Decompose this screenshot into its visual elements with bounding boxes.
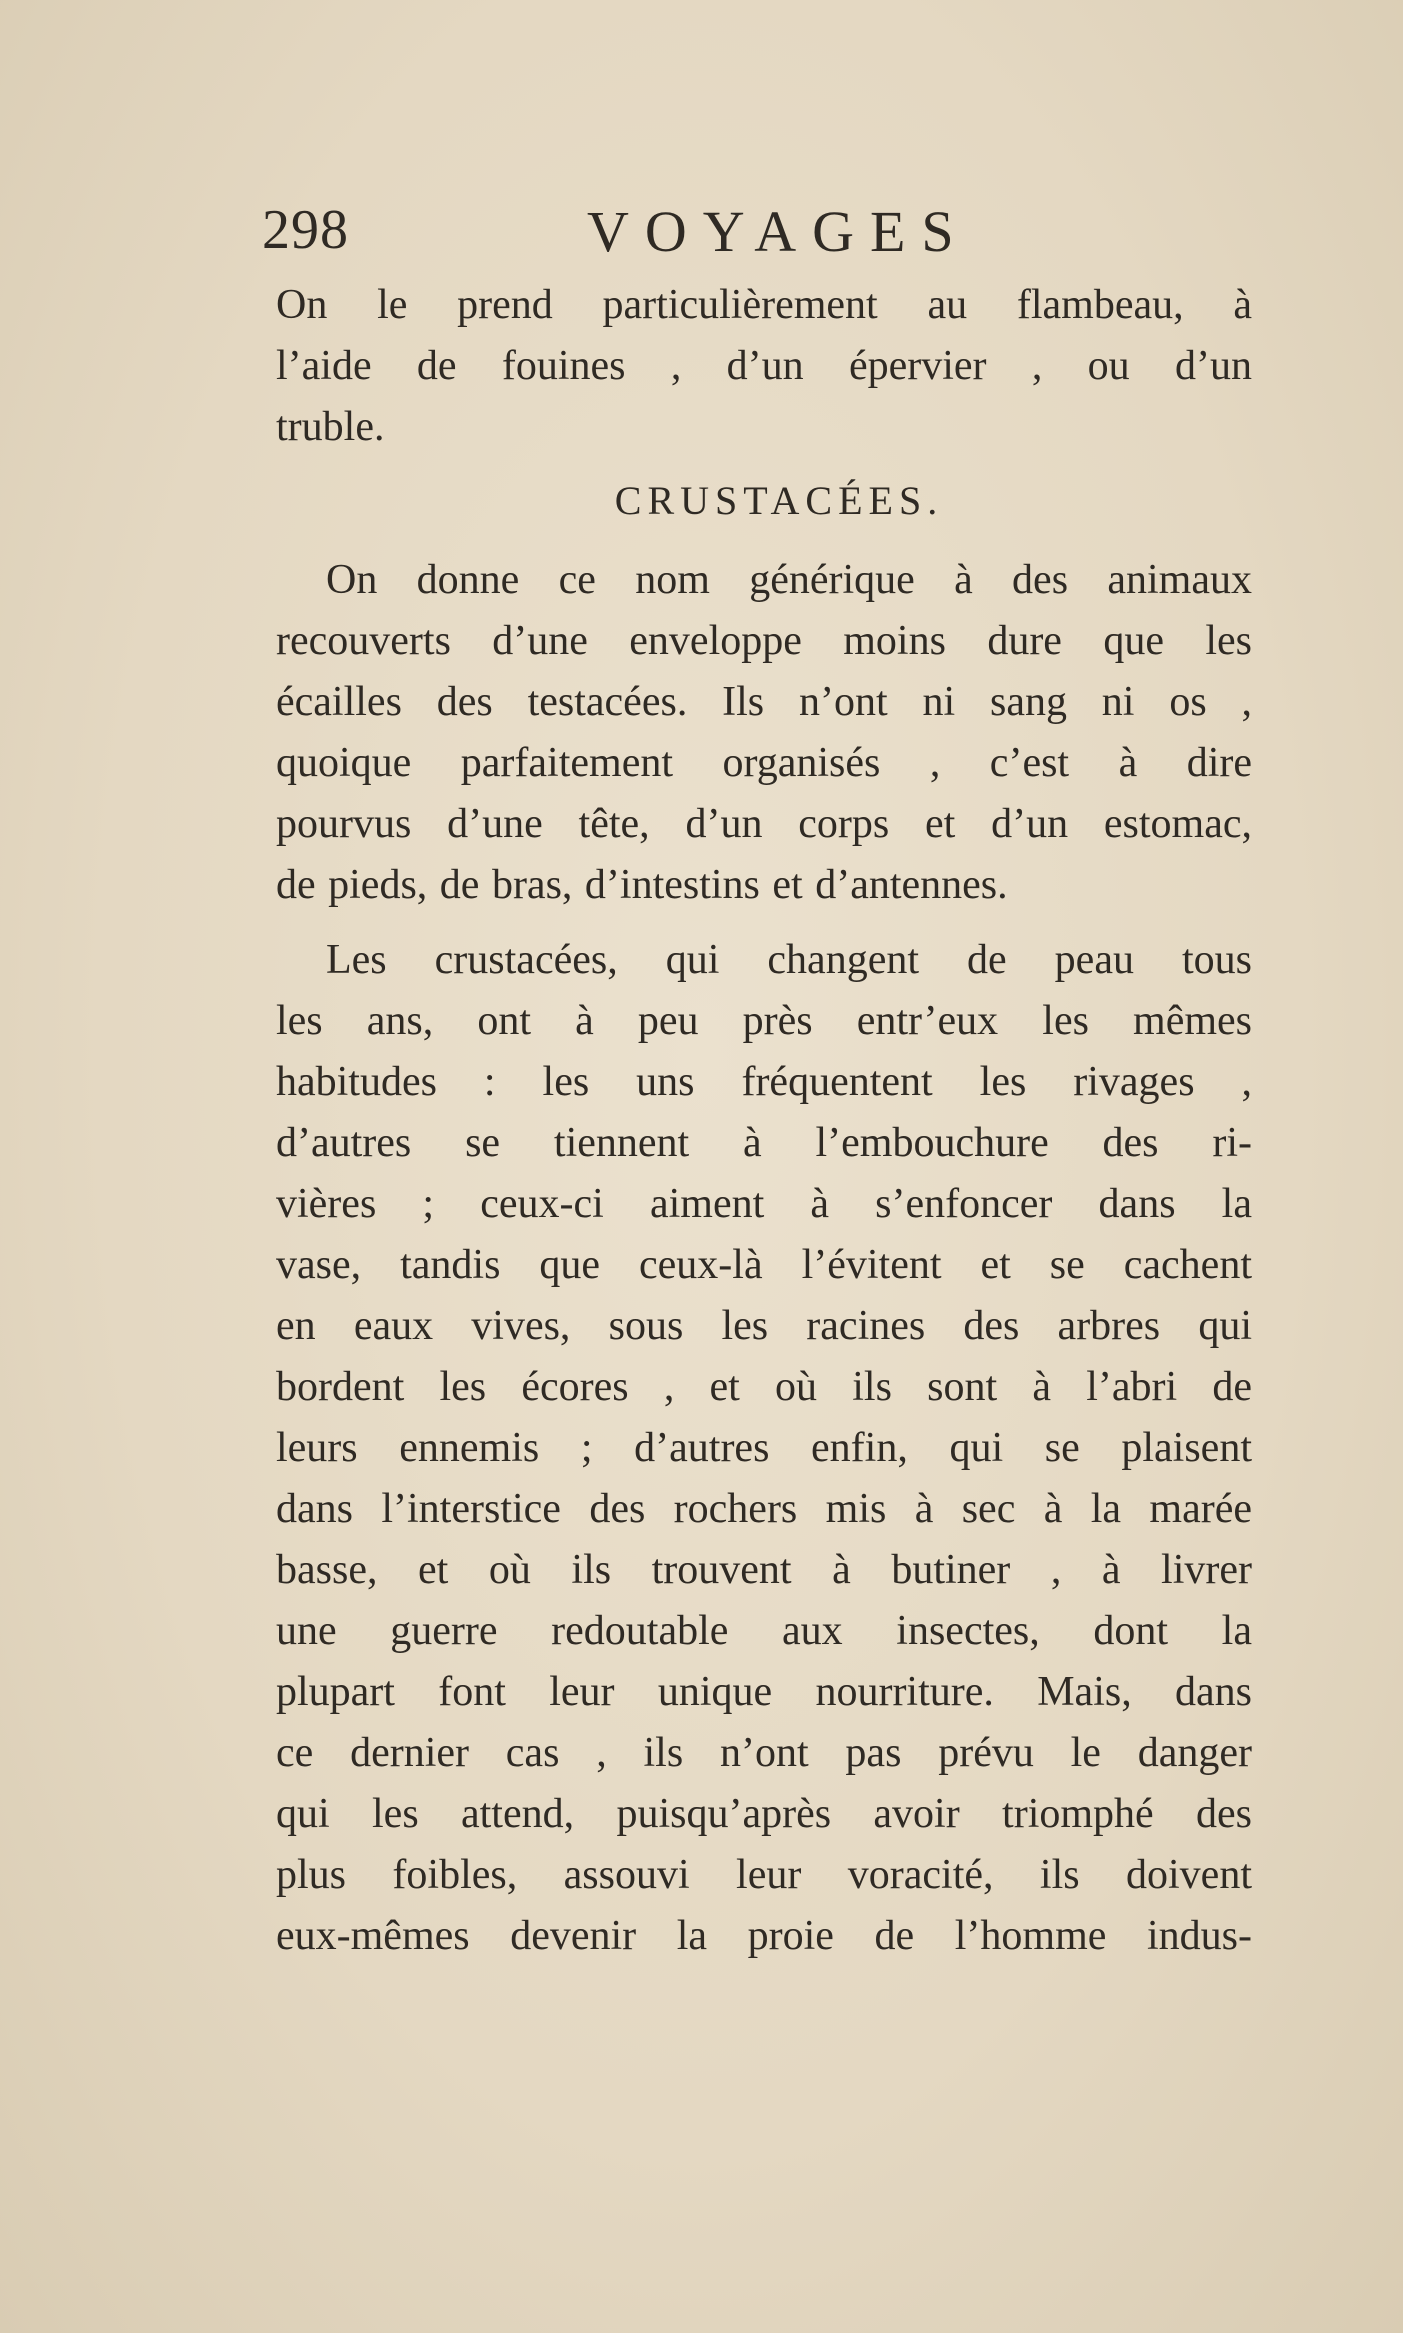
text-line: plus foibles, assouvi leur voracité, ils doivent <box>276 1852 1252 1898</box>
page-number: 298 <box>262 199 349 261</box>
text-line: recouverts d’une enveloppe moins dure que les <box>276 618 1252 664</box>
text-line: dans l’interstice des rochers mis à sec à la marée <box>276 1486 1252 1532</box>
section-heading: CRUSTACÉES. <box>614 478 944 523</box>
text-line: vières ; ceux-ci aiment à s’enfoncer dans la <box>276 1181 1252 1227</box>
text-line: basse, et où ils trouvent à butiner , à livrer <box>276 1547 1252 1593</box>
page-header <box>262 198 1247 268</box>
text-line: On donne ce nom générique à des animaux <box>326 557 1252 603</box>
paragraph <box>276 550 1252 916</box>
text-line: pourvus d’une tête, d’un corps et d’un estomac, <box>276 801 1252 847</box>
text-line: ce dernier cas , ils n’ont pas prévu le danger <box>276 1730 1252 1776</box>
text-line: en eaux vives, sous les racines des arbres qui <box>276 1303 1252 1349</box>
text-line: bordent les écores , et où ils sont à l’abri de <box>276 1364 1252 1410</box>
text-line: l’aide de fouines , d’un épervier , ou d’un <box>276 343 1252 389</box>
text-line: On le prend particulièrement au flambeau, à <box>276 282 1252 328</box>
text-line: les ans, ont à peu près entr’eux les mêmes <box>276 998 1252 1044</box>
body-text <box>276 275 1252 1967</box>
paragraph <box>276 930 1252 1967</box>
running-title: VOYAGES <box>587 199 970 264</box>
text-line: plupart font leur unique nourriture. Mais, dans <box>276 1669 1252 1715</box>
text-line: quoique parfaitement organisés , c’est à dire <box>276 740 1252 786</box>
text-line: une guerre redoutable aux insectes, dont la <box>276 1608 1252 1654</box>
text-line: Les crustacées, qui changent de peau tous <box>326 937 1252 983</box>
text-line: eux-mêmes devenir la proie de l’homme indus- <box>276 1913 1252 1959</box>
text-line: habitudes : les uns fréquentent les rivages , <box>276 1059 1252 1105</box>
text-line: truble. <box>276 404 385 450</box>
text-line: leurs ennemis ; d’autres enfin, qui se plaisent <box>276 1425 1252 1471</box>
text-line: qui les attend, puisqu’après avoir triomphé des <box>276 1791 1252 1837</box>
text-line: de pieds, de bras, d’intestins et d’antennes. <box>276 862 1008 908</box>
continued-paragraph <box>276 275 1252 458</box>
text-line: vase, tandis que ceux-là l’évitent et se cachent <box>276 1242 1252 1288</box>
text-line: écailles des testacées. Ils n’ont ni sang ni os , <box>276 679 1252 725</box>
text-line: d’autres se tiennent à l’embouchure des ri- <box>276 1120 1252 1166</box>
